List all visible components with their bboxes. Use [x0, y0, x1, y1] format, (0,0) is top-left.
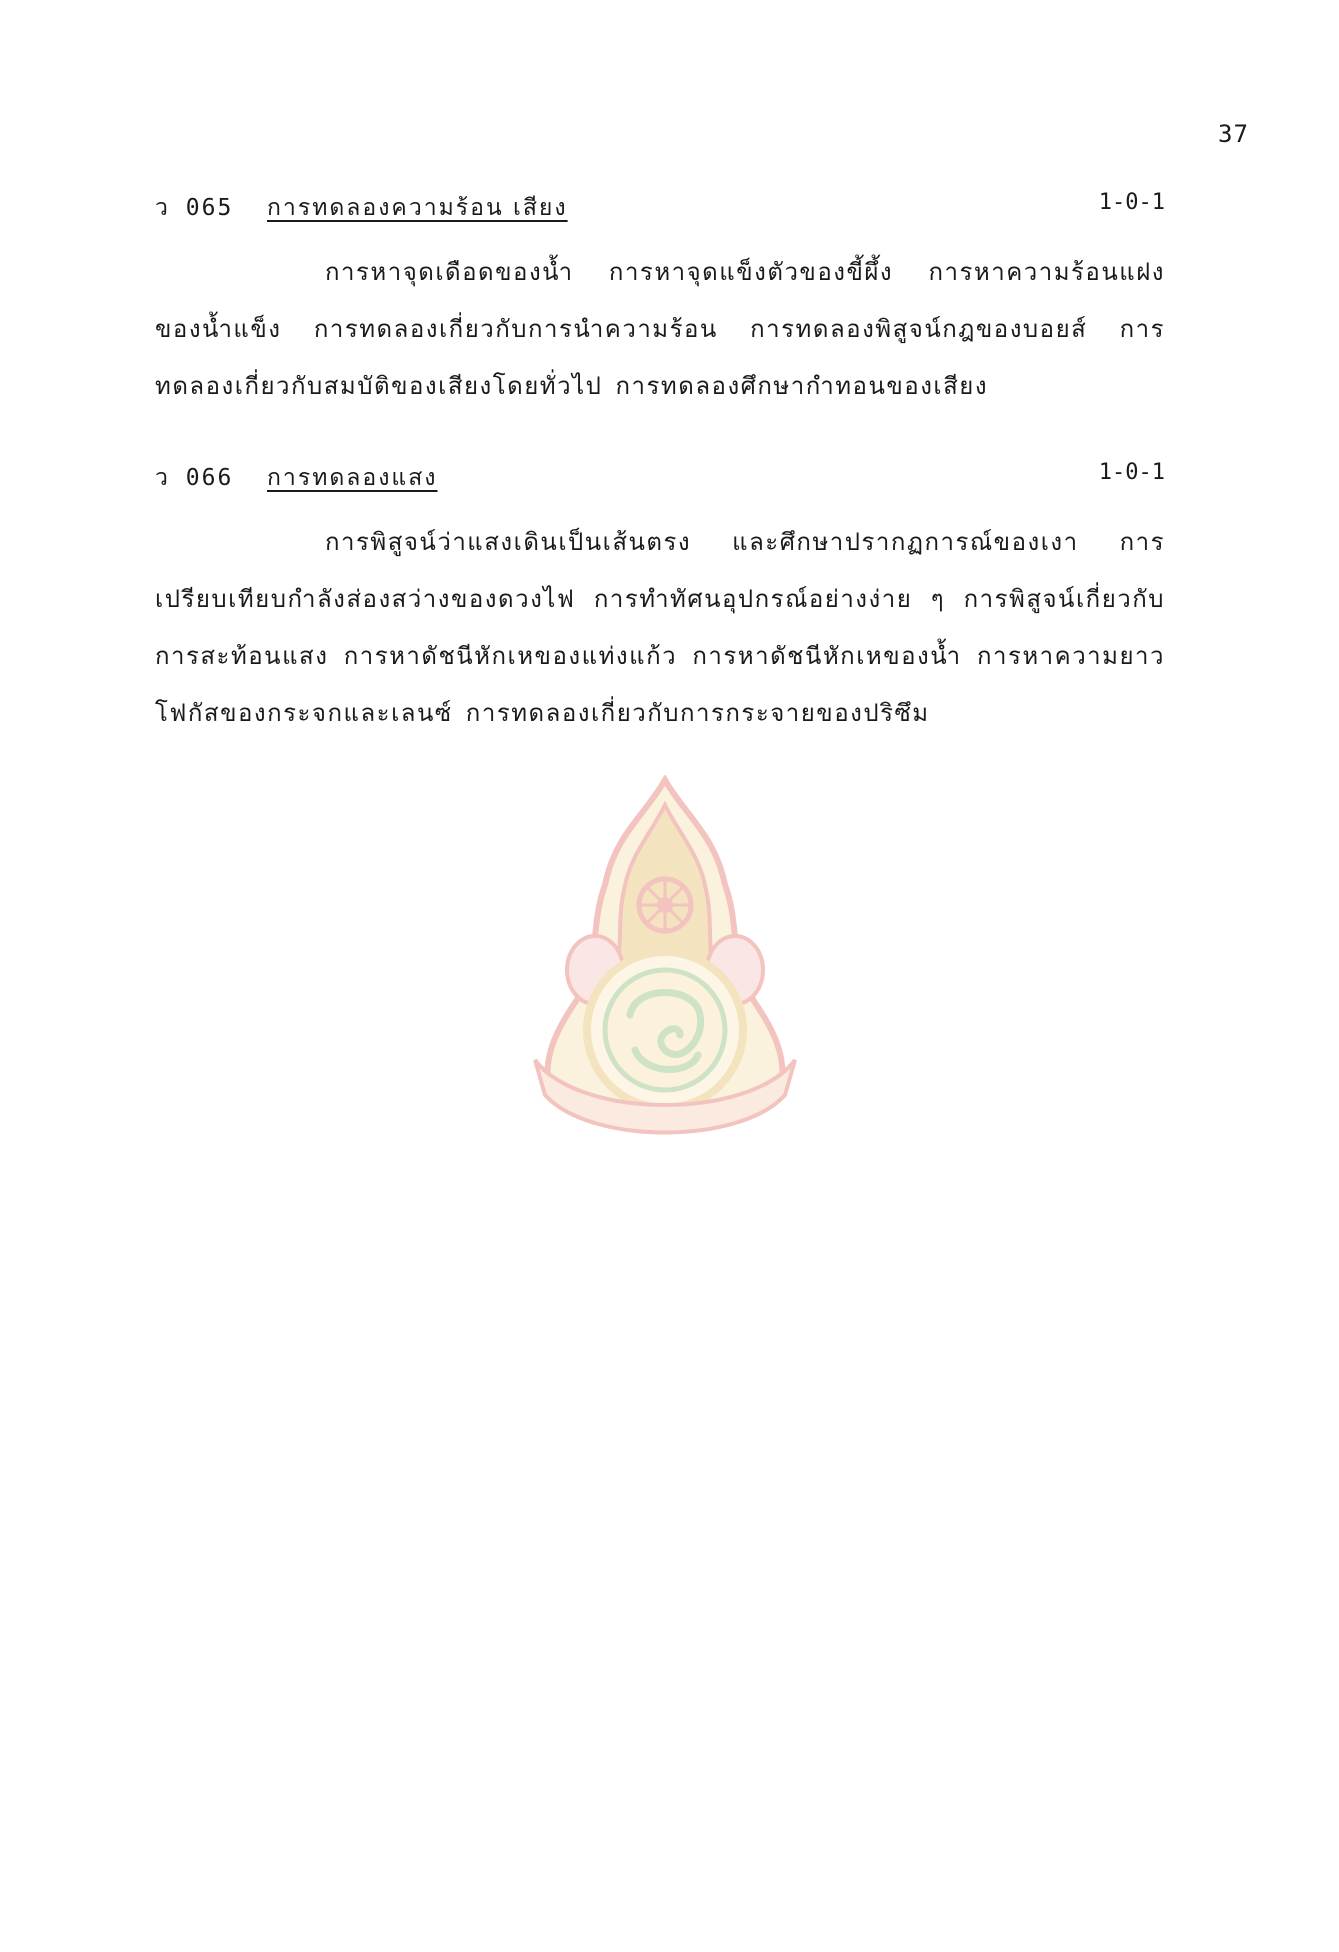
course-header [155, 190, 1165, 230]
course-title: การทดลองความร้อน เสียง [267, 195, 568, 221]
course-code: ว 065 [155, 195, 234, 221]
course-code: ว 066 [155, 465, 234, 491]
ministry-emblem-icon [520, 775, 810, 1145]
course-title: การทดลองแสง [267, 465, 438, 491]
course-section [155, 460, 1165, 766]
course-header [155, 460, 1165, 500]
course-credit: 1-0-1 [1098, 190, 1165, 215]
course-section [155, 190, 1165, 439]
page-number: 37 [1218, 120, 1249, 148]
course-description: การพิสูจน์ว่าแสงเดินเป็นเส้นตรง และศึกษาปรากฏการณ์ของเงา การเปรียบเทียบกำลังส่องสว่างของดวงไฟ การทำทัศนอุปกรณ์อย่างง่าย ๆ การพิสูจน์เกี่ยวกับการสะท้อนแสง การหาดัชนีหักเหของแท่งแก้ว การหาดัชนีหักเหของน้ำ การหาความยาวโฟกัสของกระจกและเลนซ์ การทดลองเกี่ยวกับการกระจายของปริซึม [155, 528, 1165, 727]
course-credit: 1-0-1 [1098, 460, 1165, 485]
course-description: การหาจุดเดือดของน้ำ การหาจุดแข็งตัวของขี้ผึ้ง การหาความร้อนแฝงของน้ำแข็ง การทดลองเกี่ยวกับการนำความร้อน การทดลองพิสูจน์กฎของบอยส์ การทดลองเกี่ยวกับสมบัติของเสียงโดยทั่วไป การทดลองศึกษากำทอนของเสียง [155, 258, 1165, 400]
